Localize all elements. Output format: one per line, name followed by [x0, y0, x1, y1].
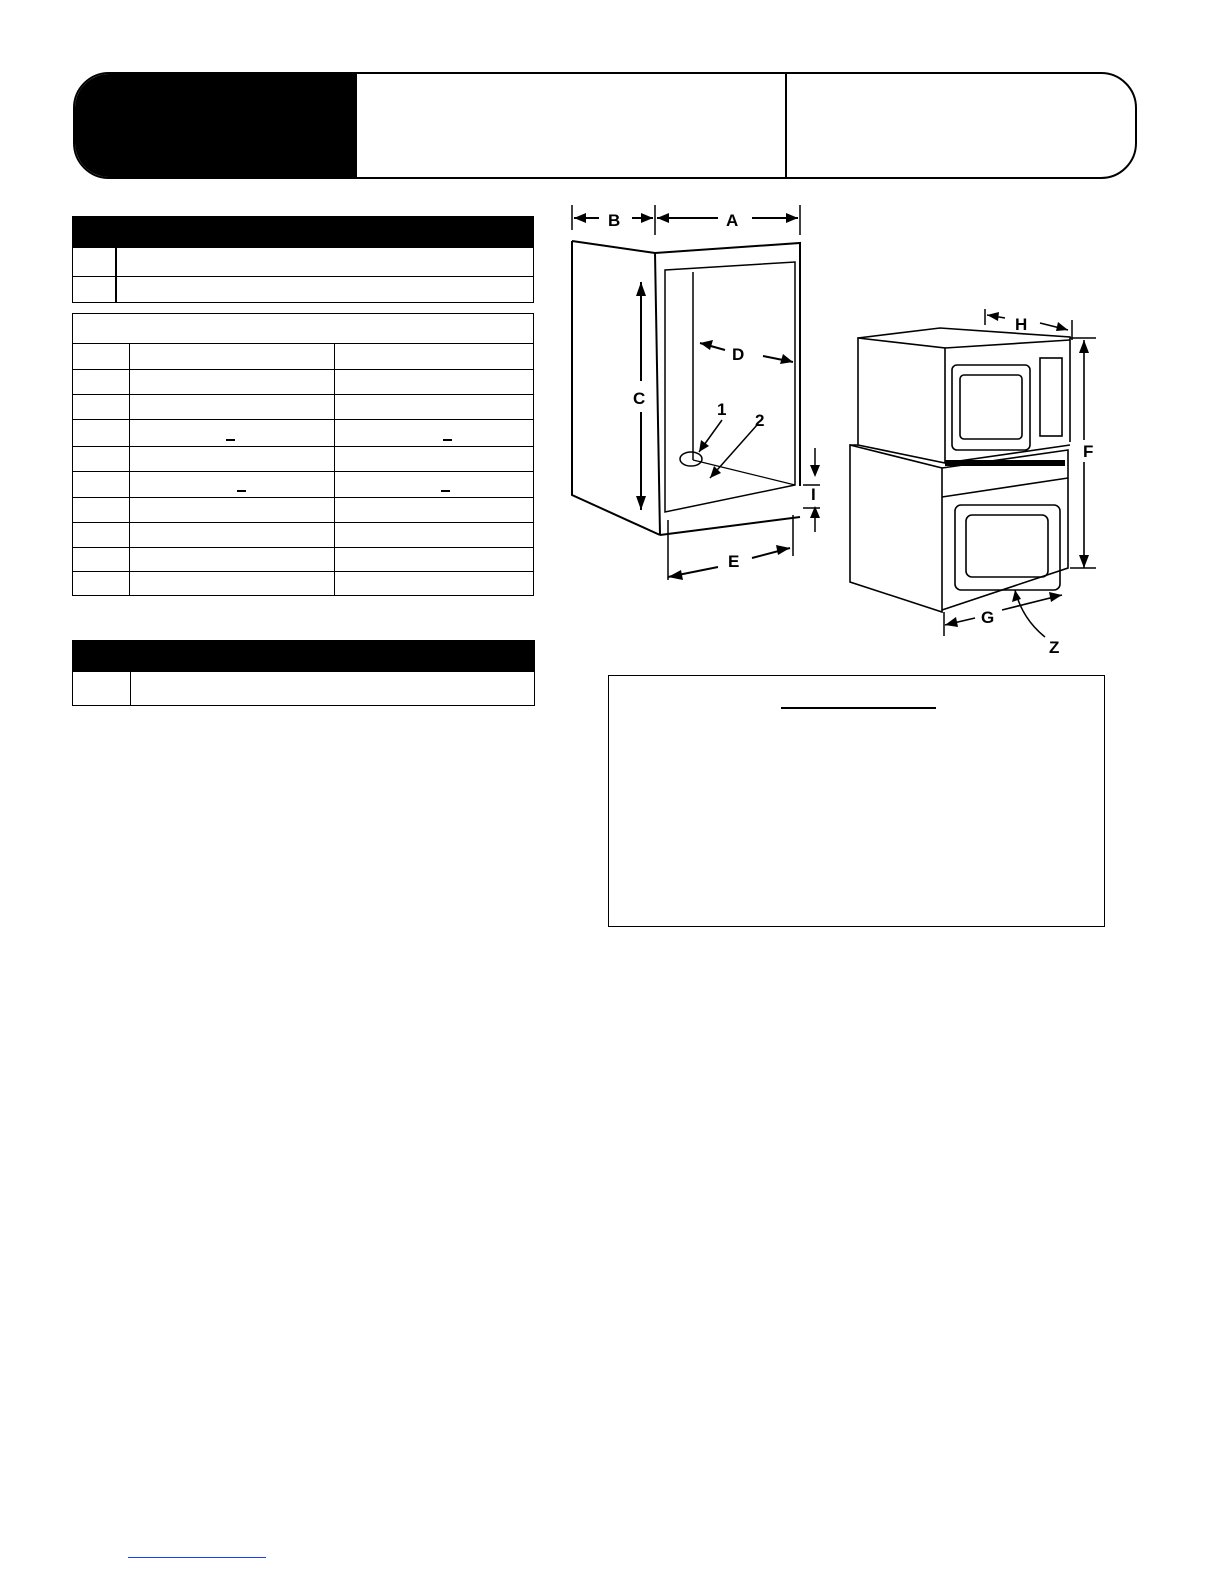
label-i: I [811, 485, 816, 504]
callout-2: 2 [755, 411, 765, 430]
dimension-tick [572, 205, 800, 235]
oven-window [966, 515, 1048, 577]
arrowhead-icon [810, 465, 820, 477]
table-row [73, 547, 533, 548]
table-column-divider [130, 672, 131, 706]
spec-table-1 [72, 216, 534, 303]
header-divider-right [785, 74, 787, 177]
table-column-divider [129, 343, 130, 596]
microwave-window [960, 375, 1022, 439]
fraction-dash [226, 439, 235, 441]
label-b: B [608, 211, 621, 230]
footer-link[interactable] [128, 1557, 266, 1558]
table-row [73, 369, 533, 370]
spec-table-1-header [73, 217, 533, 248]
arrowhead-icon [786, 213, 798, 223]
arrowhead-icon [1012, 590, 1021, 602]
arrowhead-icon [641, 213, 653, 223]
cabinet-cutout-diagram [560, 200, 820, 585]
arrowhead-icon [700, 340, 713, 350]
oven-side [850, 445, 942, 612]
arrowhead-icon [945, 617, 958, 627]
dimension-line-g [945, 595, 1062, 625]
table-row [73, 446, 533, 447]
oven-front-frame [850, 445, 1068, 610]
label-d: D [732, 345, 745, 364]
table-column-divider [334, 343, 335, 596]
label-e: E [728, 552, 740, 571]
table-row [73, 419, 533, 420]
oven-control-panel [945, 460, 1065, 466]
table-row [73, 471, 533, 472]
table-row [73, 497, 533, 498]
cabinet-floor-edge [693, 460, 795, 485]
spec-table-3 [72, 640, 535, 706]
note-title-underline [781, 707, 936, 709]
label-h: H [1015, 315, 1028, 334]
arrowhead-icon [574, 213, 586, 223]
oven-control-strip-edge [942, 478, 1068, 497]
arrowhead-icon [668, 570, 683, 580]
header-divider-left [355, 74, 357, 177]
arrowhead-icon [987, 312, 999, 321]
cabinet-front-left-edge [655, 253, 660, 535]
microwave-control-panel [1040, 358, 1062, 436]
label-a: A [726, 211, 739, 230]
arrowhead-icon [776, 545, 790, 555]
table-row [73, 522, 533, 523]
microwave-top [858, 328, 1070, 442]
table-row [73, 343, 533, 344]
cabinet-left-side [572, 241, 660, 535]
cabinet-top-edge [572, 241, 800, 486]
cabinet-hole [680, 452, 702, 466]
dimension-line-d [700, 343, 793, 362]
table-row [73, 276, 533, 277]
fraction-dash [441, 490, 450, 492]
microwave-door [952, 365, 1030, 450]
dimension-table [72, 313, 534, 596]
arrowhead-icon [636, 282, 646, 296]
arrowhead-icon [1079, 555, 1089, 568]
table-row [73, 394, 533, 395]
note-box [608, 675, 1105, 927]
arrowhead-icon [699, 440, 709, 452]
arrowhead-icon [657, 213, 669, 223]
label-f: F [1083, 442, 1094, 461]
callout-leader [699, 420, 757, 478]
arrowhead-icon [1079, 340, 1089, 353]
microwave-front-top-edge [945, 340, 1070, 348]
spec-table-3-header [73, 641, 534, 672]
arrowhead-icon [636, 496, 646, 510]
arrowhead-icon [1049, 592, 1062, 602]
appliance-diagram [840, 300, 1110, 660]
arrowhead-icon [1056, 322, 1068, 331]
label-z: Z [1049, 638, 1060, 657]
table-column-divider [115, 248, 117, 303]
label-c: C [633, 389, 646, 408]
fraction-dash [443, 439, 452, 441]
dimension-line-h [987, 315, 1068, 330]
table-row [73, 571, 533, 572]
microwave-side [858, 338, 945, 463]
fraction-dash [237, 490, 246, 492]
callout-1: 1 [717, 400, 727, 419]
cabinet-opening [665, 262, 795, 512]
cabinet-front-bottom-edge [660, 517, 800, 535]
header-band [73, 72, 1137, 179]
header-brand-block [75, 74, 357, 177]
label-g: G [981, 608, 995, 627]
